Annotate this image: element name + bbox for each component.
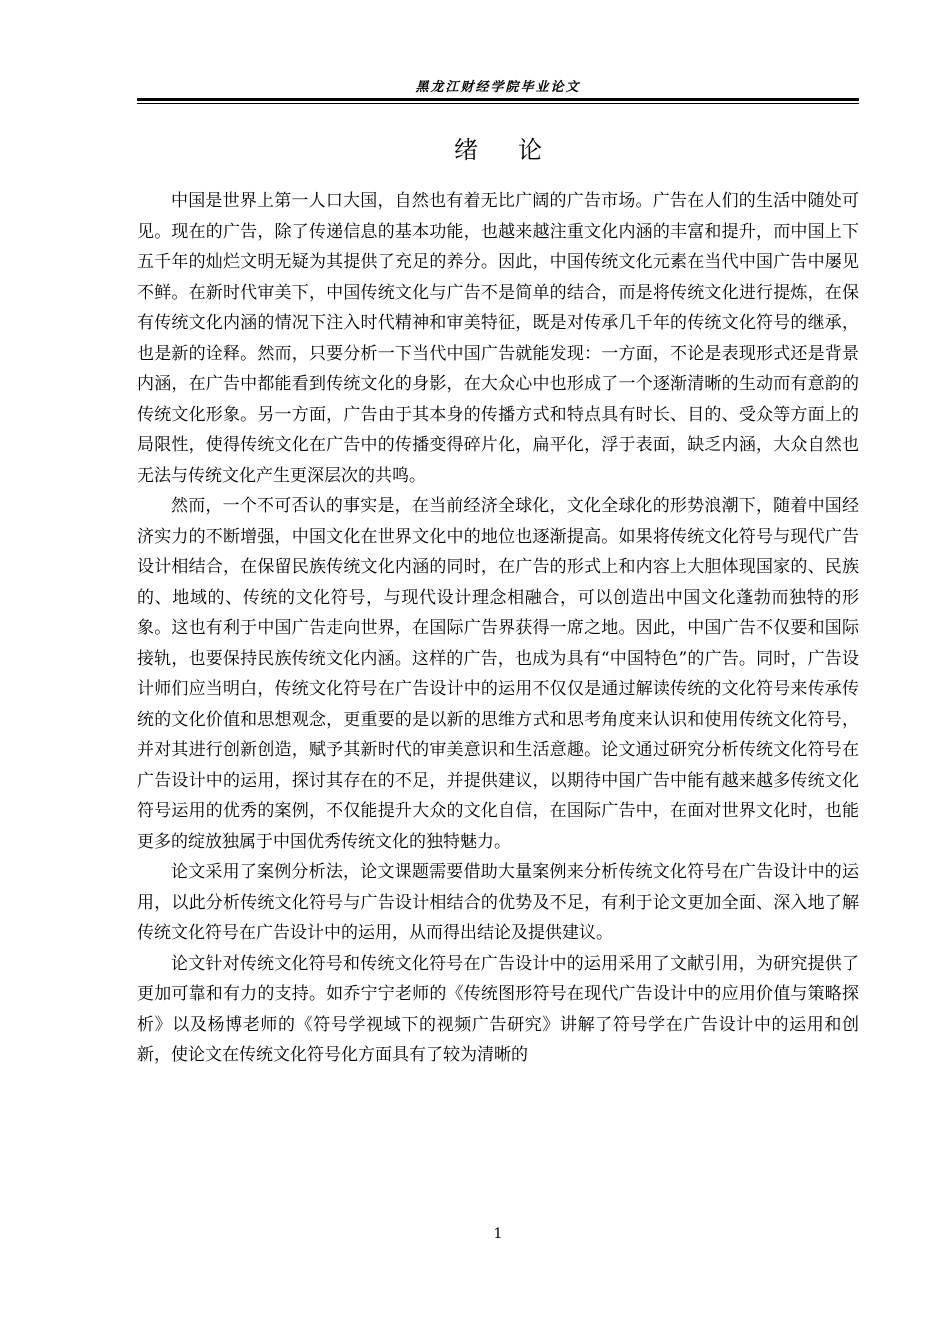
page-header [137, 78, 859, 106]
page-number: 1 [493, 1226, 503, 1242]
paragraph: 然而，一个不可否认的事实是，在当前经济全球化，文化全球化的形势浪潮下，随着中国经济实力的不断增强，中国文化在世界文化中的地位也逐渐提高。如果将传统文化符号与现代广告设计相结合，在保留民族传统文化内涵的同时，在广告的形式上和内容上大胆体现国家的、民族的、地域的、传统的文化符号，与现代设计理念相融合，可以创造出中国文化蓬勃而独特的形象。这也有利于中国广告走向世界，在国际广告界获得一席之地。因此，中国广告不仅要和国际接轨，也要保持民族传统文化内涵。这样的广告，也成为具有“中国特色”的广告。同时，广告设计师们应当明白，传统文化符号在广告设计中的运用不仅仅是通过解读传统的文化符号来传承传统的文化价值和思想观念，更重要的是以新的思维方式和思考角度来认识和使用传统文化符号，并对其进行创新创造，赋予其新时代的审美意识和生活意趣。论文通过研究分析传统文化符号在广告设计中的运用，探讨其存在的不足，并提供建议，以期待中国广告中能有越来越多传统文化符号运用的优秀的案例，不仅能提升大众的文化自信，在国际广告中，在面对世界文化时，也能更多的绽放独属于中国优秀传统文化的独特魅力。 [137, 496, 859, 852]
page-title: 绪论 [454, 136, 582, 164]
header-title: 黑龙江财经学院毕业论文 [415, 80, 581, 95]
header-rule-thin [137, 103, 859, 104]
paragraph: 论文采用了案例分析法，论文课题需要借助大量案例来分析传统文化符号在广告设计中的运用，以此分析传统文化符号与广告设计相结合的优势及不足，有利于论文更加全面、深入地了解传统文化符号在广告设计中的运用，从而得出结论及提供建议。 [137, 862, 859, 943]
body-text [137, 186, 859, 1071]
paragraph: 中国是世界上第一人口大国，自然也有着无比广阔的广告市场。广告在人们的生活中随处可见。现在的广告，除了传递信息的基本功能，也越来越注重文化内涵的丰富和提升，而中国上下五千年的灿烂文明无疑为其提供了充足的养分。因此，中国传统文化元素在当代中国广告中屡见不鲜。在新时代审美下，中国传统文化与广告不是简单的结合，而是将传统文化进行提炼，在保有传统文化内涵的情况下注入时代精神和审美特征，既是对传承几千年的传统文化符号的继承，也是新的诠释。然而，只要分析一下当代中国广告就能发现：一方面，不论是表现形式还是背景内涵，在广告中都能看到传统文化的身影，在大众心中也形成了一个逐渐清晰的生动而有意韵的传统文化形象。另一方面，广告由于其本身的传播方式和特点具有时长、目的、受众等方面上的局限性，使得传统文化在广告中的传播变得碎片化，扁平化，浮于表面，缺乏内涵，大众自然也无法与传统文化产生更深层次的共鸣。 [137, 191, 859, 486]
header-rule-thick [137, 98, 859, 101]
paragraph: 论文针对传统文化符号和传统文化符号在广告设计中的运用采用了文献引用，为研究提供了更加可靠和有力的支持。如乔宁宁老师的《传统图形符号在现代广告设计中的应用价值与策略探析》以及杨博老师的《符号学视域下的视频广告研究》讲解了符号学在广告设计中的运用和创新，使论文在传统文化符号化方面具有了较为清晰的 [137, 953, 859, 1065]
